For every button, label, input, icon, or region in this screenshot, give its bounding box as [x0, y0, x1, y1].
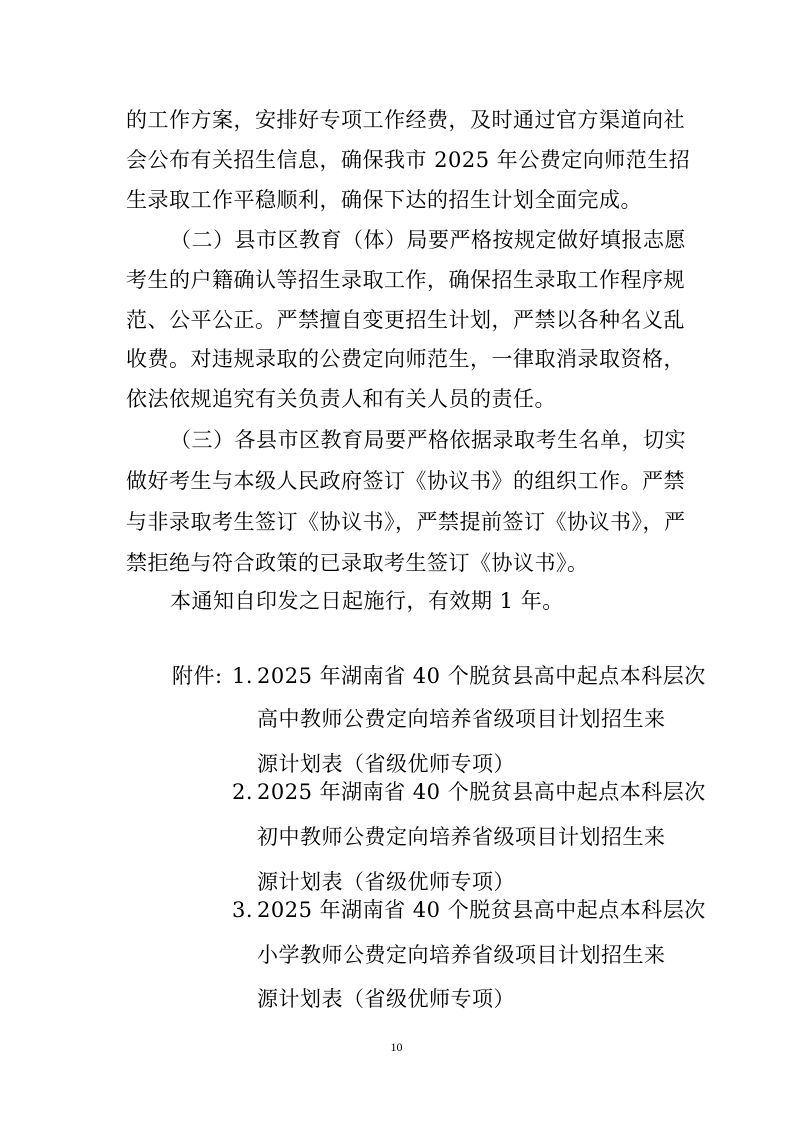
- paragraph-1-line-3: 生录取工作平稳顺利，确保下达的招生计划全面完成。: [126, 188, 642, 212]
- attachment-2-number: 2.: [232, 780, 254, 804]
- paragraph-2-line-4: 收费。对违规录取的公费定向师范生，一律取消录取资格，: [126, 347, 685, 371]
- paragraph-2-line-1: （二）县市区教育（体）局要严格按规定做好填报志愿: [170, 228, 686, 252]
- attachment-1-line-1: 2025 年湖南省 40 个脱贫县高中起点本科层次: [257, 664, 706, 688]
- paragraph-3-line-3: 与非录取考生签订《协议书》，严禁提前签订《协议书》，严: [126, 510, 686, 534]
- attachment-1-line-3: 源计划表（省级优师专项）: [257, 752, 515, 776]
- paragraph-2-line-5: 依法依规追究有关负责人和有关人员的责任。: [126, 387, 556, 411]
- attachment-1-line-2: 高中教师公费定向培养省级项目计划招生来: [257, 707, 666, 731]
- attachment-3-line-1: 2025 年湖南省 40 个脱贫县高中起点本科层次: [257, 898, 706, 922]
- attachment-3-number: 3.: [232, 898, 254, 922]
- paragraph-3-line-4: 禁拒绝与符合政策的已录取考生签订《协议书》。: [126, 551, 589, 575]
- attachment-1-number: 1.: [232, 664, 254, 688]
- paragraph-1-line-2: 会公布有关招生信息，确保我市 2025 年公费定向师范生招: [126, 148, 691, 172]
- attachment-2-line-3: 源计划表（省级优师专项）: [257, 870, 515, 894]
- attachment-3-line-3: 源计划表（省级优师专项）: [257, 987, 515, 1011]
- paragraph-1-line-1: 的工作方案，安排好专项工作经费，及时通过官方渠道向社: [126, 108, 685, 132]
- paragraph-2-line-3: 范、公平公正。严禁擅自变更招生计划，严禁以各种名义乱: [126, 308, 685, 332]
- paragraph-3-line-1: （三）各县市区教育局要严格依据录取考生名单，切实: [170, 428, 686, 452]
- paragraph-4: 本通知自印发之日起施行，有效期 1 年。: [170, 589, 564, 613]
- attachment-2-line-1: 2025 年湖南省 40 个脱贫县高中起点本科层次: [257, 780, 706, 804]
- paragraph-3-line-2: 做好考生与本级人民政府签订《协议书》的组织工作。严禁: [126, 469, 685, 493]
- page-number: 10: [390, 1040, 403, 1054]
- paragraph-2-line-2: 考生的户籍确认等招生录取工作，确保招生录取工作程序规: [126, 268, 685, 292]
- attachment-2-line-2: 初中教师公费定向培养省级项目计划招生来: [257, 825, 666, 849]
- attachment-3-line-2: 小学教师公费定向培养省级项目计划招生来: [257, 943, 666, 967]
- attachments-label: 附件:: [172, 664, 223, 688]
